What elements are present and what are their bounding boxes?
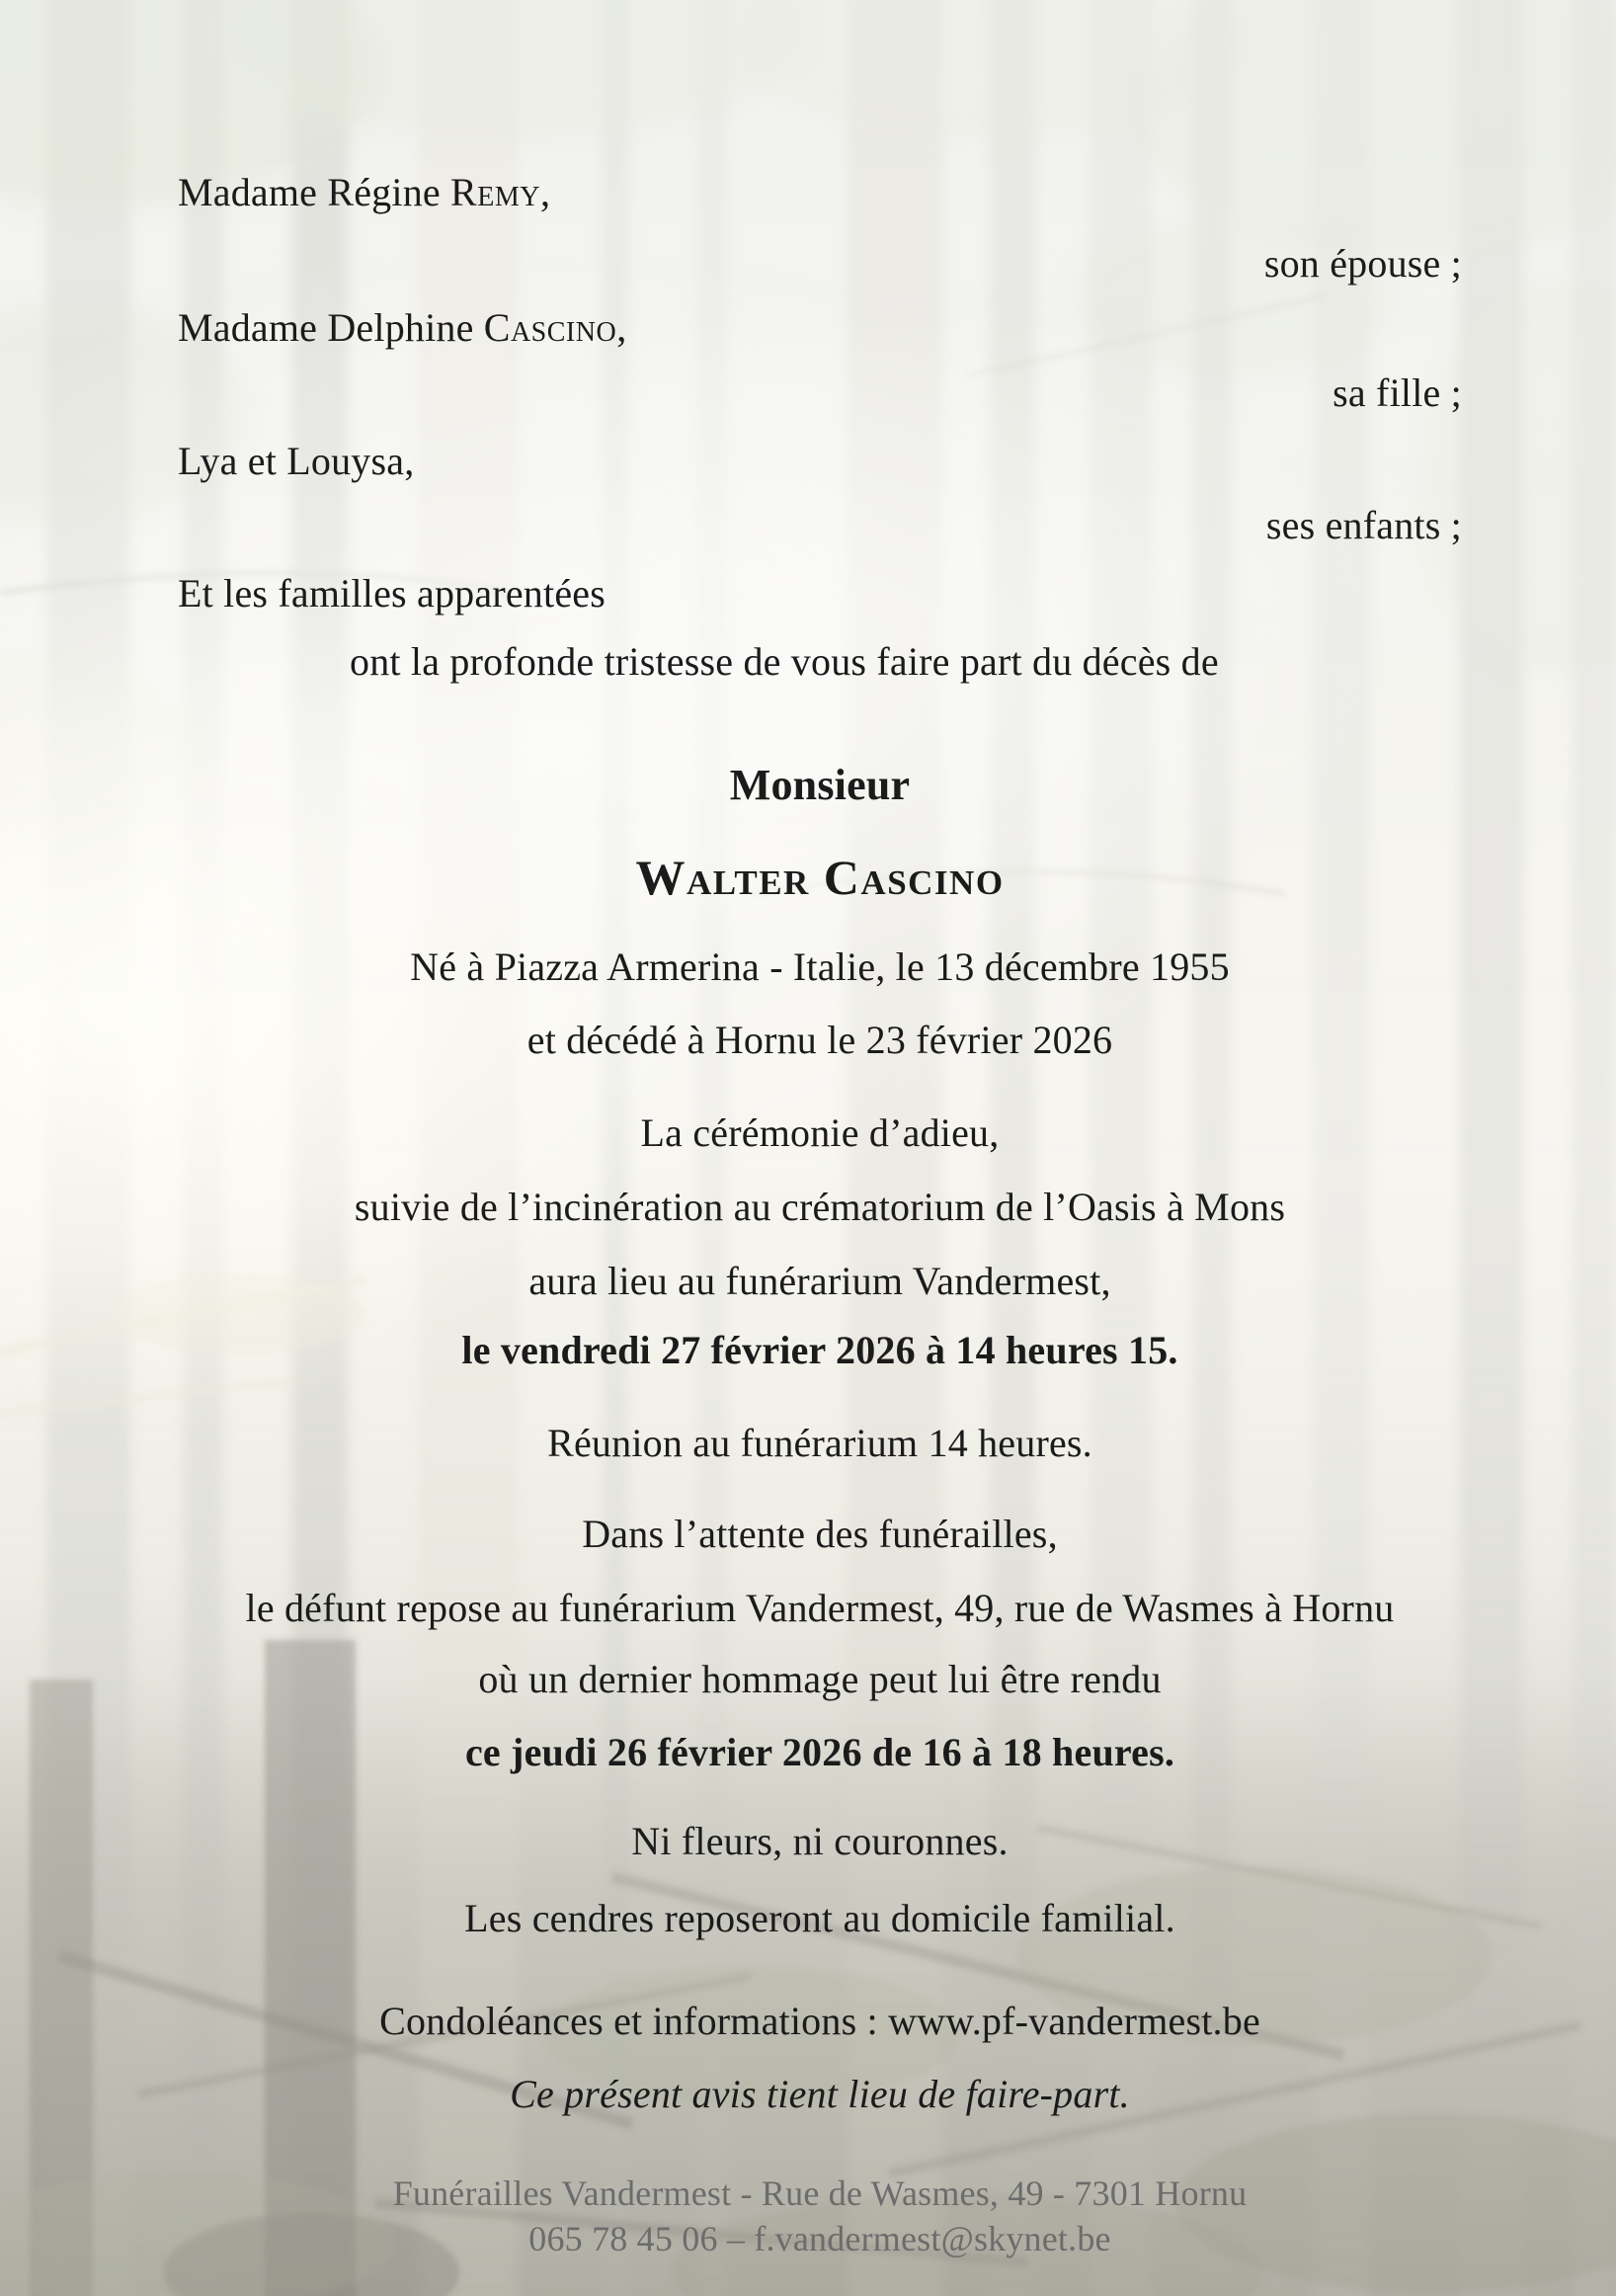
- widow-name-prefix: Madame Régine: [178, 170, 451, 214]
- daughter-name-line: [178, 305, 1462, 351]
- meeting-line: Réunion au funérarium 14 heures.: [547, 1421, 1092, 1465]
- deceased-name: Walter Cascino: [635, 850, 1005, 905]
- daughter-surname: Cascino: [483, 305, 617, 350]
- ashes-line: Les cendres reposeront au domicile familial.: [464, 1896, 1175, 1940]
- legal-notice-line: Ce présent avis tient lieu de faire-part.: [510, 2072, 1130, 2116]
- funeral-home-contact-line: 065 78 45 06 – f.vandermest@skynet.be: [528, 2219, 1111, 2258]
- condolences-line: Condoléances et informations : www.pf-vandermest.be: [379, 1999, 1260, 2043]
- repose-line-3: où un dernier hommage peut lui être rendu: [478, 1657, 1162, 1701]
- widow-surname: Remy: [450, 170, 540, 214]
- children-relation-label: ses enfants ;: [1265, 503, 1462, 547]
- daughter-name-suffix: ,: [616, 305, 627, 350]
- ceremony-line-2: suivie de l’incinération au crématorium de l’Oasis à Mons: [354, 1185, 1286, 1229]
- announcement-line: ont la profonde tristesse de vous faire part du décès de: [350, 639, 1219, 684]
- related-families-line: Et les familles apparentées: [178, 571, 606, 615]
- repose-line-1: Dans l’attente des funérailles,: [582, 1512, 1058, 1556]
- ceremony-line-1: La cérémonie d’adieu,: [640, 1110, 1000, 1155]
- repose-line-2: le défunt repose au funérarium Vandermest, 49, rue de Wasmes à Hornu: [245, 1586, 1395, 1630]
- widow-name-suffix: ,: [539, 170, 551, 214]
- daughter-name-prefix: Madame Delphine: [178, 305, 484, 350]
- no-flowers-line: Ni fleurs, ni couronnes.: [631, 1819, 1009, 1863]
- daughter-relation-label: sa fille ;: [1333, 370, 1462, 415]
- widow-name-line: [178, 170, 1462, 215]
- ceremony-date-line: le vendredi 27 février 2026 à 14 heures 15.: [461, 1328, 1178, 1372]
- death-info-line: et décédé à Hornu le 23 février 2026: [526, 1018, 1113, 1062]
- spouse-relation-label: son épouse ;: [1263, 241, 1462, 286]
- funeral-home-address-line: Funérailles Vandermest - Rue de Wasmes, 49 - 7301 Hornu: [392, 2173, 1248, 2213]
- visitation-date-line: ce jeudi 26 février 2026 de 16 à 18 heures.: [464, 1730, 1175, 1774]
- ceremony-line-3: aura lieu au funérarium Vandermest,: [528, 1259, 1111, 1303]
- birth-info-line: Né à Piazza Armerina - Italie, le 13 décembre 1955: [410, 944, 1230, 989]
- civility-title: Monsieur: [729, 761, 911, 809]
- grandchildren-names-line: Lya et Louysa,: [178, 439, 415, 483]
